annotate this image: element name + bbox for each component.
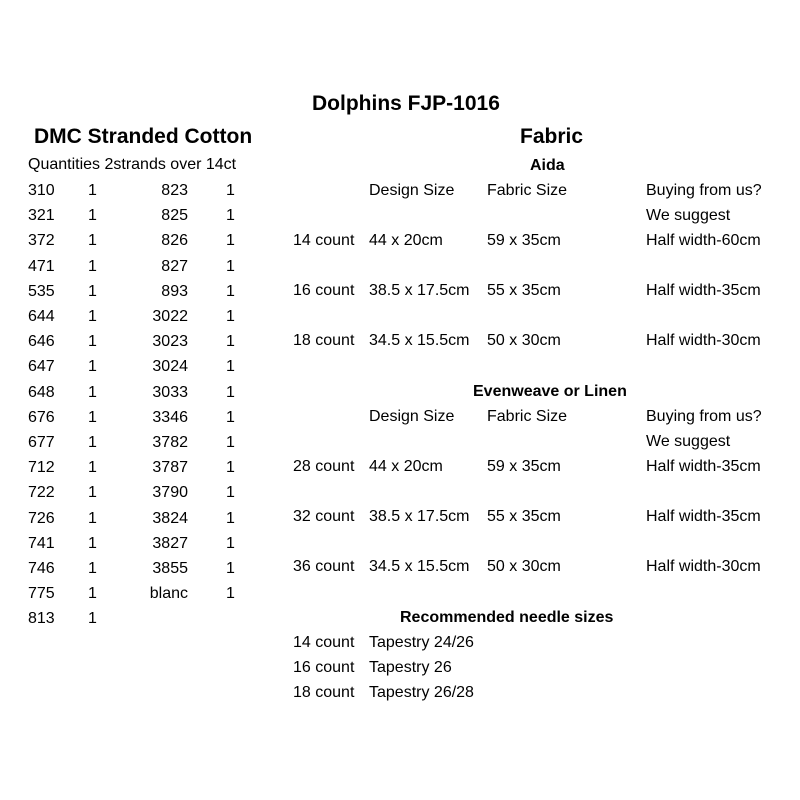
thread-qty: 1 bbox=[88, 459, 97, 476]
evenweave-row-buy: Half width-30cm bbox=[646, 558, 761, 575]
thread-qty: 1 bbox=[226, 358, 235, 375]
thread-code: 372 bbox=[28, 232, 55, 249]
aida-row-fabric: 50 x 30cm bbox=[487, 332, 561, 349]
aida-row-buy: Half width-30cm bbox=[646, 332, 761, 349]
thread-qty: 1 bbox=[88, 258, 97, 275]
thread-qty: 1 bbox=[88, 409, 97, 426]
thread-qty: 1 bbox=[88, 560, 97, 577]
thread-qty: 1 bbox=[88, 585, 97, 602]
thread-qty: 1 bbox=[226, 207, 235, 224]
aida-title: Aida bbox=[530, 157, 565, 174]
thread-code: 823 bbox=[161, 182, 188, 199]
thread-code: 3024 bbox=[152, 358, 188, 375]
thread-code: 471 bbox=[28, 258, 55, 275]
thread-qty: 1 bbox=[88, 182, 97, 199]
thread-code: 813 bbox=[28, 610, 55, 627]
evenweave-row-fabric: 50 x 30cm bbox=[487, 558, 561, 575]
needle-row-count: 16 count bbox=[293, 659, 355, 676]
thread-code: 3787 bbox=[152, 459, 188, 476]
thread-qty: 1 bbox=[226, 283, 235, 300]
evenweave-row-count: 36 count bbox=[293, 558, 355, 575]
aida-row-design: 44 x 20cm bbox=[369, 232, 443, 249]
thread-qty: 1 bbox=[88, 384, 97, 401]
evenweave-row-count: 32 count bbox=[293, 508, 355, 525]
needle-row-count: 14 count bbox=[293, 634, 355, 651]
thread-code: 741 bbox=[28, 535, 55, 552]
aida-col-fabric: Fabric Size bbox=[487, 182, 568, 199]
fabric-heading: Fabric bbox=[520, 125, 584, 148]
needle-row-size: Tapestry 26/28 bbox=[369, 684, 474, 701]
thread-qty: 1 bbox=[88, 484, 97, 501]
thread-code: 3855 bbox=[152, 560, 188, 577]
aida-row-design: 38.5 x 17.5cm bbox=[369, 282, 470, 299]
thread-code: 3824 bbox=[152, 510, 188, 527]
needle-row-size: Tapestry 24/26 bbox=[369, 634, 474, 651]
thread-qty: 1 bbox=[88, 232, 97, 249]
thread-code: 722 bbox=[28, 484, 55, 501]
evenweave-col-buy: Buying from us? bbox=[646, 408, 762, 425]
evenweave-col-fabric: Fabric Size bbox=[487, 408, 568, 425]
aida-row-design: 34.5 x 15.5cm bbox=[369, 332, 470, 349]
evenweave-title: Evenweave or Linen bbox=[473, 383, 627, 400]
thread-code: 3790 bbox=[152, 484, 188, 501]
aida-row-count: 14 count bbox=[293, 232, 355, 249]
thread-qty: 1 bbox=[88, 434, 97, 451]
thread-qty: 1 bbox=[226, 484, 235, 501]
evenweave-row-buy: Half width-35cm bbox=[646, 458, 761, 475]
thread-code: 3023 bbox=[152, 333, 188, 350]
evenweave-row-count: 28 count bbox=[293, 458, 355, 475]
thread-qty: 1 bbox=[226, 560, 235, 577]
thread-code: 321 bbox=[28, 207, 55, 224]
aida-col-buy: Buying from us? bbox=[646, 182, 762, 199]
aida-row-buy: Half width-60cm bbox=[646, 232, 761, 249]
evenweave-row-design: 38.5 x 17.5cm bbox=[369, 508, 470, 525]
thread-code: 746 bbox=[28, 560, 55, 577]
evenweave-suggest: We suggest bbox=[646, 433, 731, 450]
thread-code: 646 bbox=[28, 333, 55, 350]
thread-code: 726 bbox=[28, 510, 55, 527]
thread-qty: 1 bbox=[226, 510, 235, 527]
thread-qty: 1 bbox=[226, 258, 235, 275]
thread-qty: 1 bbox=[226, 535, 235, 552]
thread-qty: 1 bbox=[226, 308, 235, 325]
thread-code: 647 bbox=[28, 358, 55, 375]
thread-qty: 1 bbox=[88, 207, 97, 224]
page-title: Dolphins FJP-1016 bbox=[312, 92, 500, 115]
aida-row-buy: Half width-35cm bbox=[646, 282, 761, 299]
thread-qty: 1 bbox=[88, 308, 97, 325]
thread-qty: 1 bbox=[226, 333, 235, 350]
evenweave-row-fabric: 59 x 35cm bbox=[487, 458, 561, 475]
evenweave-row-design: 44 x 20cm bbox=[369, 458, 443, 475]
thread-qty: 1 bbox=[226, 434, 235, 451]
thread-code: 893 bbox=[161, 283, 188, 300]
thread-code: 676 bbox=[28, 409, 55, 426]
thread-code: 3346 bbox=[152, 409, 188, 426]
aida-row-fabric: 59 x 35cm bbox=[487, 232, 561, 249]
thread-code: 826 bbox=[161, 232, 188, 249]
aida-suggest: We suggest bbox=[646, 207, 731, 224]
thread-code: 3782 bbox=[152, 434, 188, 451]
aida-row-count: 18 count bbox=[293, 332, 355, 349]
aida-row-fabric: 55 x 35cm bbox=[487, 282, 561, 299]
thread-qty: 1 bbox=[88, 283, 97, 300]
aida-col-design: Design Size bbox=[369, 182, 455, 199]
aida-row-count: 16 count bbox=[293, 282, 355, 299]
thread-qty: 1 bbox=[88, 535, 97, 552]
evenweave-col-design: Design Size bbox=[369, 408, 455, 425]
thread-qty: 1 bbox=[88, 333, 97, 350]
thread-qty: 1 bbox=[226, 232, 235, 249]
thread-qty: 1 bbox=[226, 182, 235, 199]
thread-code: 535 bbox=[28, 283, 55, 300]
thread-code: 775 bbox=[28, 585, 55, 602]
thread-qty: 1 bbox=[88, 610, 97, 627]
threads-heading: DMC Stranded Cotton bbox=[34, 125, 253, 148]
thread-qty: 1 bbox=[226, 585, 235, 602]
quantities-note: Quantities 2strands over 14ct bbox=[28, 156, 237, 173]
thread-qty: 1 bbox=[226, 409, 235, 426]
thread-code: 3022 bbox=[152, 308, 188, 325]
needles-title: Recommended needle sizes bbox=[400, 609, 614, 626]
thread-code: 644 bbox=[28, 308, 55, 325]
thread-code: 3033 bbox=[152, 384, 188, 401]
thread-code: 648 bbox=[28, 384, 55, 401]
thread-code: 712 bbox=[28, 459, 55, 476]
needle-row-size: Tapestry 26 bbox=[369, 659, 452, 676]
thread-code: 825 bbox=[161, 207, 188, 224]
thread-code: 3827 bbox=[152, 535, 188, 552]
needle-row-count: 18 count bbox=[293, 684, 355, 701]
thread-code: 677 bbox=[28, 434, 55, 451]
thread-qty: 1 bbox=[88, 358, 97, 375]
thread-code: 827 bbox=[161, 258, 188, 275]
thread-qty: 1 bbox=[226, 384, 235, 401]
thread-code: 310 bbox=[28, 182, 55, 199]
evenweave-row-buy: Half width-35cm bbox=[646, 508, 761, 525]
evenweave-row-fabric: 55 x 35cm bbox=[487, 508, 561, 525]
evenweave-row-design: 34.5 x 15.5cm bbox=[369, 558, 470, 575]
thread-qty: 1 bbox=[88, 510, 97, 527]
thread-qty: 1 bbox=[226, 459, 235, 476]
thread-code: blanc bbox=[149, 585, 188, 602]
